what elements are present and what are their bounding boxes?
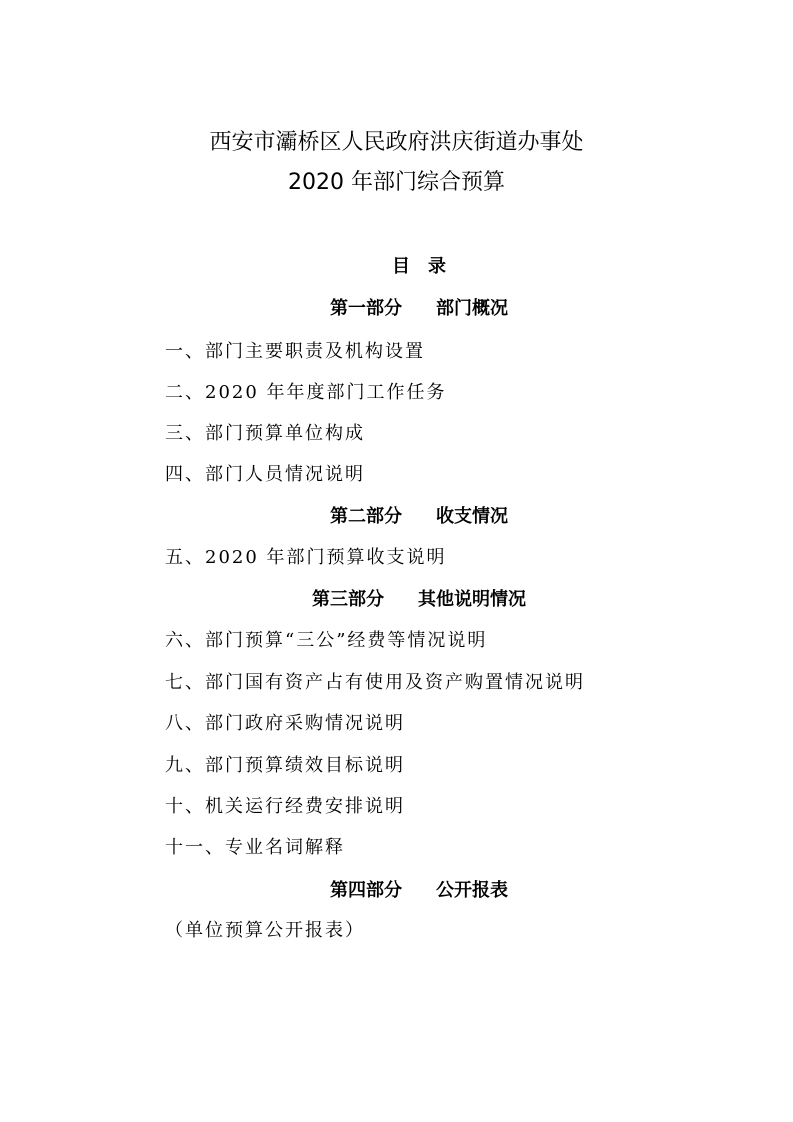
toc-entry: 八、部门政府采购情况说明 [165,713,405,734]
part-4-name: 公开报表 [436,880,508,901]
part-1-name: 部门概况 [436,298,508,319]
part-2-heading [0,504,793,530]
toc-heading: 目 录 [392,256,446,277]
toc-entry: 一、部门主要职责及机构设置 [165,341,425,362]
part-2-label: 第二部分 [330,506,402,527]
toc-entry: （单位预算公开报表） [165,920,365,941]
part-3-label: 第三部分 [312,589,384,610]
toc-entry: 七、部门国有资产占有使用及资产购置情况说明 [165,672,585,693]
part-4-label: 第四部分 [330,880,402,901]
document-title-line-2: 2020 年部门综合预算 [288,170,505,195]
part-4-heading [0,878,793,904]
toc-entry: 三、部门预算单位构成 [165,423,365,444]
toc-entry: 十、机关运行经费安排说明 [165,796,405,817]
part-1-heading [0,296,793,322]
part-1-label: 第一部分 [330,298,402,319]
toc-entry: 四、部门人员情况说明 [165,464,365,485]
toc-entry: 六、部门预算“三公”经费等情况说明 [165,630,488,651]
toc-entry: 五、2020 年部门预算收支说明 [165,547,447,568]
part-3-name: 其他说明情况 [418,589,526,610]
part-3-heading [0,587,793,613]
toc-entry: 九、部门预算绩效目标说明 [165,755,405,776]
document-title-line-1: 西安市灞桥区人民政府洪庆街道办事处 [209,130,584,155]
toc-entry: 二、2020 年年度部门工作任务 [165,382,447,403]
toc-entry: 十一、专业名词解释 [165,837,345,858]
part-2-name: 收支情况 [436,506,508,527]
